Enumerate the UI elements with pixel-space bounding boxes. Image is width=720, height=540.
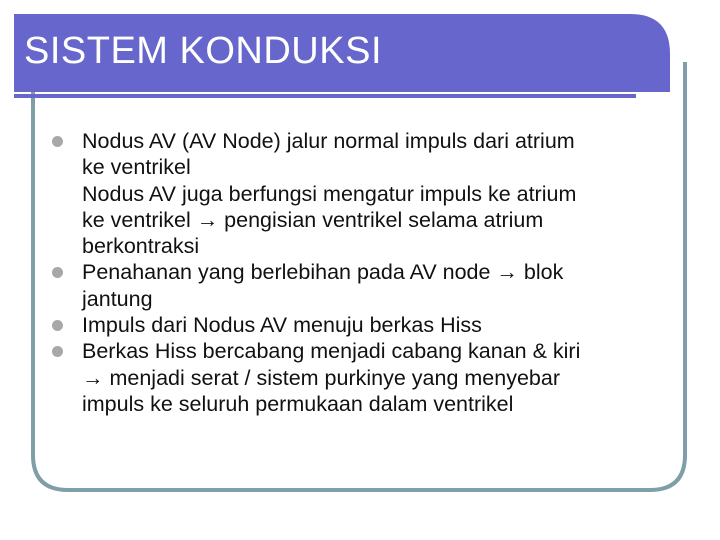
- list-item-line: Penahanan yang berlebihan pada AV node → blok: [82, 260, 564, 285]
- list-item: [52, 312, 652, 338]
- list-item-line: ke ventrikel: [82, 155, 191, 180]
- list-item: [52, 181, 652, 260]
- slide-title: SISTEM KONDUKSI: [24, 30, 382, 72]
- list-item-line: ke ventrikel → pengisian ventrikel selama atrium: [82, 207, 544, 232]
- list-item-line: berkontraksi: [82, 234, 200, 259]
- bullet-list: [52, 128, 652, 417]
- list-item-line: Nodus AV (AV Node) jalur normal impuls dari atrium: [82, 129, 575, 153]
- bullet-icon: [52, 320, 63, 331]
- list-item: [52, 128, 652, 181]
- list-item-line: jantung: [82, 286, 153, 311]
- list-item-line: Impuls dari Nodus AV menuju berkas Hiss: [82, 313, 482, 338]
- list-item: [52, 259, 652, 312]
- bullet-icon: [52, 267, 63, 278]
- list-item-line: Nodus AV juga berfungsi mengatur impuls ke atrium: [82, 181, 577, 206]
- list-item: [52, 338, 652, 417]
- list-item-line: Berkas Hiss bercabang menjadi cabang kanan & kiri: [82, 339, 581, 364]
- bullet-icon: [52, 346, 63, 357]
- list-item-line: → menjadi serat / sistem purkinye yang menyebar: [82, 365, 560, 390]
- bullet-icon: [52, 136, 63, 147]
- title-underline: [14, 94, 636, 98]
- list-item-line: impuls ke seluruh permukaan dalam ventrikel: [82, 391, 514, 416]
